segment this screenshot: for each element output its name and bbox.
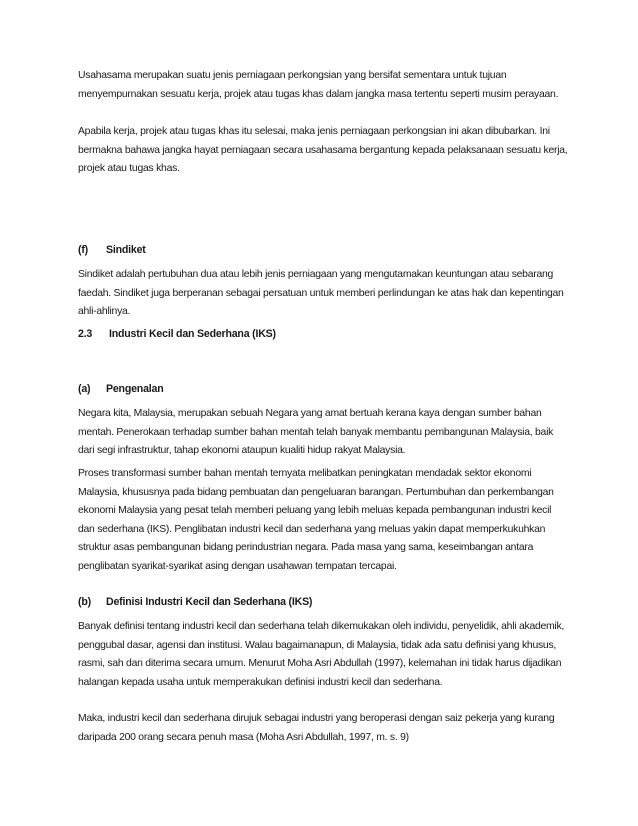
heading-number: (b)	[78, 596, 91, 608]
paragraph-usahasama-dibubarkan: Apabila kerja, projek atau tugas khas itu selesai, maka jenis perniagaan perkongsian ini akan dibubarkan. Ini bermakna bahawa jangka hayat perniagaan secara usahasama bergantung kepada pelaksanaan sesuatu kerja, projek atau tugas khas.	[78, 126, 568, 175]
heading-section-2-3	[78, 328, 276, 340]
heading-title: Sindiket	[106, 244, 146, 256]
paragraph-maka: Maka, industri kecil dan sederhana dirujuk sebagai industri yang beroperasi dengan saiz pekerja yang kurang daripada 200 orang secara penuh masa (Moha Asri Abdullah, 1997, m. s. 9)	[78, 713, 555, 743]
heading-title: Pengenalan	[106, 383, 164, 395]
paragraph-transformasi: Proses transformasi sumber bahan mentah ternyata melibatkan peningkatan mendadak sektor ekonomi Malaysia, khususnya pada bidang pembuatan dan pengeluaran barangan. Pertumbuhan dan perkembangan ekonomi Malaysia yang pesat telah memberi peluang yang lebih meluas kepada pembangunan industri kecil dan sederhana (IKS). Penglibatan industri kecil dan sederhana yang meluas yakin dapat memperkukuhkan struktur asas pembangunan bidang perindustrian negara. Pada masa yang sama, keseimbangan antara penglibatan syarikat-syarikat asing dengan usahawan tempatan tercapai.	[78, 468, 554, 572]
heading-definisi-iks	[78, 596, 313, 608]
heading-number: 2.3	[78, 328, 93, 340]
paragraph-sindiket: Sindiket adalah pertubuhan dua atau lebih jenis perniagaan yang mengutamakan keuntungan atau sebarang faedah. Sindiket juga berperanan sebagai persatuan untuk memberi perlindungan ke atas hak dan kepentingan ahli-ahlinya.	[78, 269, 564, 318]
paragraph-pengenalan: Negara kita, Malaysia, merupakan sebuah Negara yang amat bertuah kerana kaya dengan sumber bahan mentah. Penerokaan terhadap sumber bahan mentah telah banyak membantu pembangunan Malaysia, baik dari segi infrastruktur, tahap ekonomi ataupun kualiti hidup rakyat Malaysia.	[78, 408, 554, 457]
heading-sindiket	[78, 244, 146, 256]
heading-number: (f)	[78, 244, 88, 256]
heading-pengenalan	[78, 383, 164, 395]
heading-title: Definisi Industri Kecil dan Sederhana (IKS)	[106, 596, 313, 608]
heading-number: (a)	[78, 383, 91, 395]
paragraph-definisi: Banyak definisi tentang industri kecil dan sederhana telah dikemukakan oleh individu, penyelidik, ahli akademik, penggubal dasar, agensi dan institusi. Walau bagaimanapun, di Malaysia, tidak ada satu definisi yang khusus, rasmi, sah dan diterima secara umum. Menurut Moha Asri Abdullah (1997), kelemahan ini tidak harus dijadikan halangan kepada usaha untuk memperakukan definisi industri kecil dan sederhana.	[78, 621, 565, 688]
heading-title: Industri Kecil dan Sederhana (IKS)	[109, 328, 276, 340]
paragraph-usahasama: Usahasama merupakan suatu jenis perniagaan perkongsian yang bersifat sementara untuk tujuan menyempurnakan sesuatu kerja, projek atau tugas khas dalam jangka masa tertentu seperti musim perayaan.	[78, 70, 559, 100]
